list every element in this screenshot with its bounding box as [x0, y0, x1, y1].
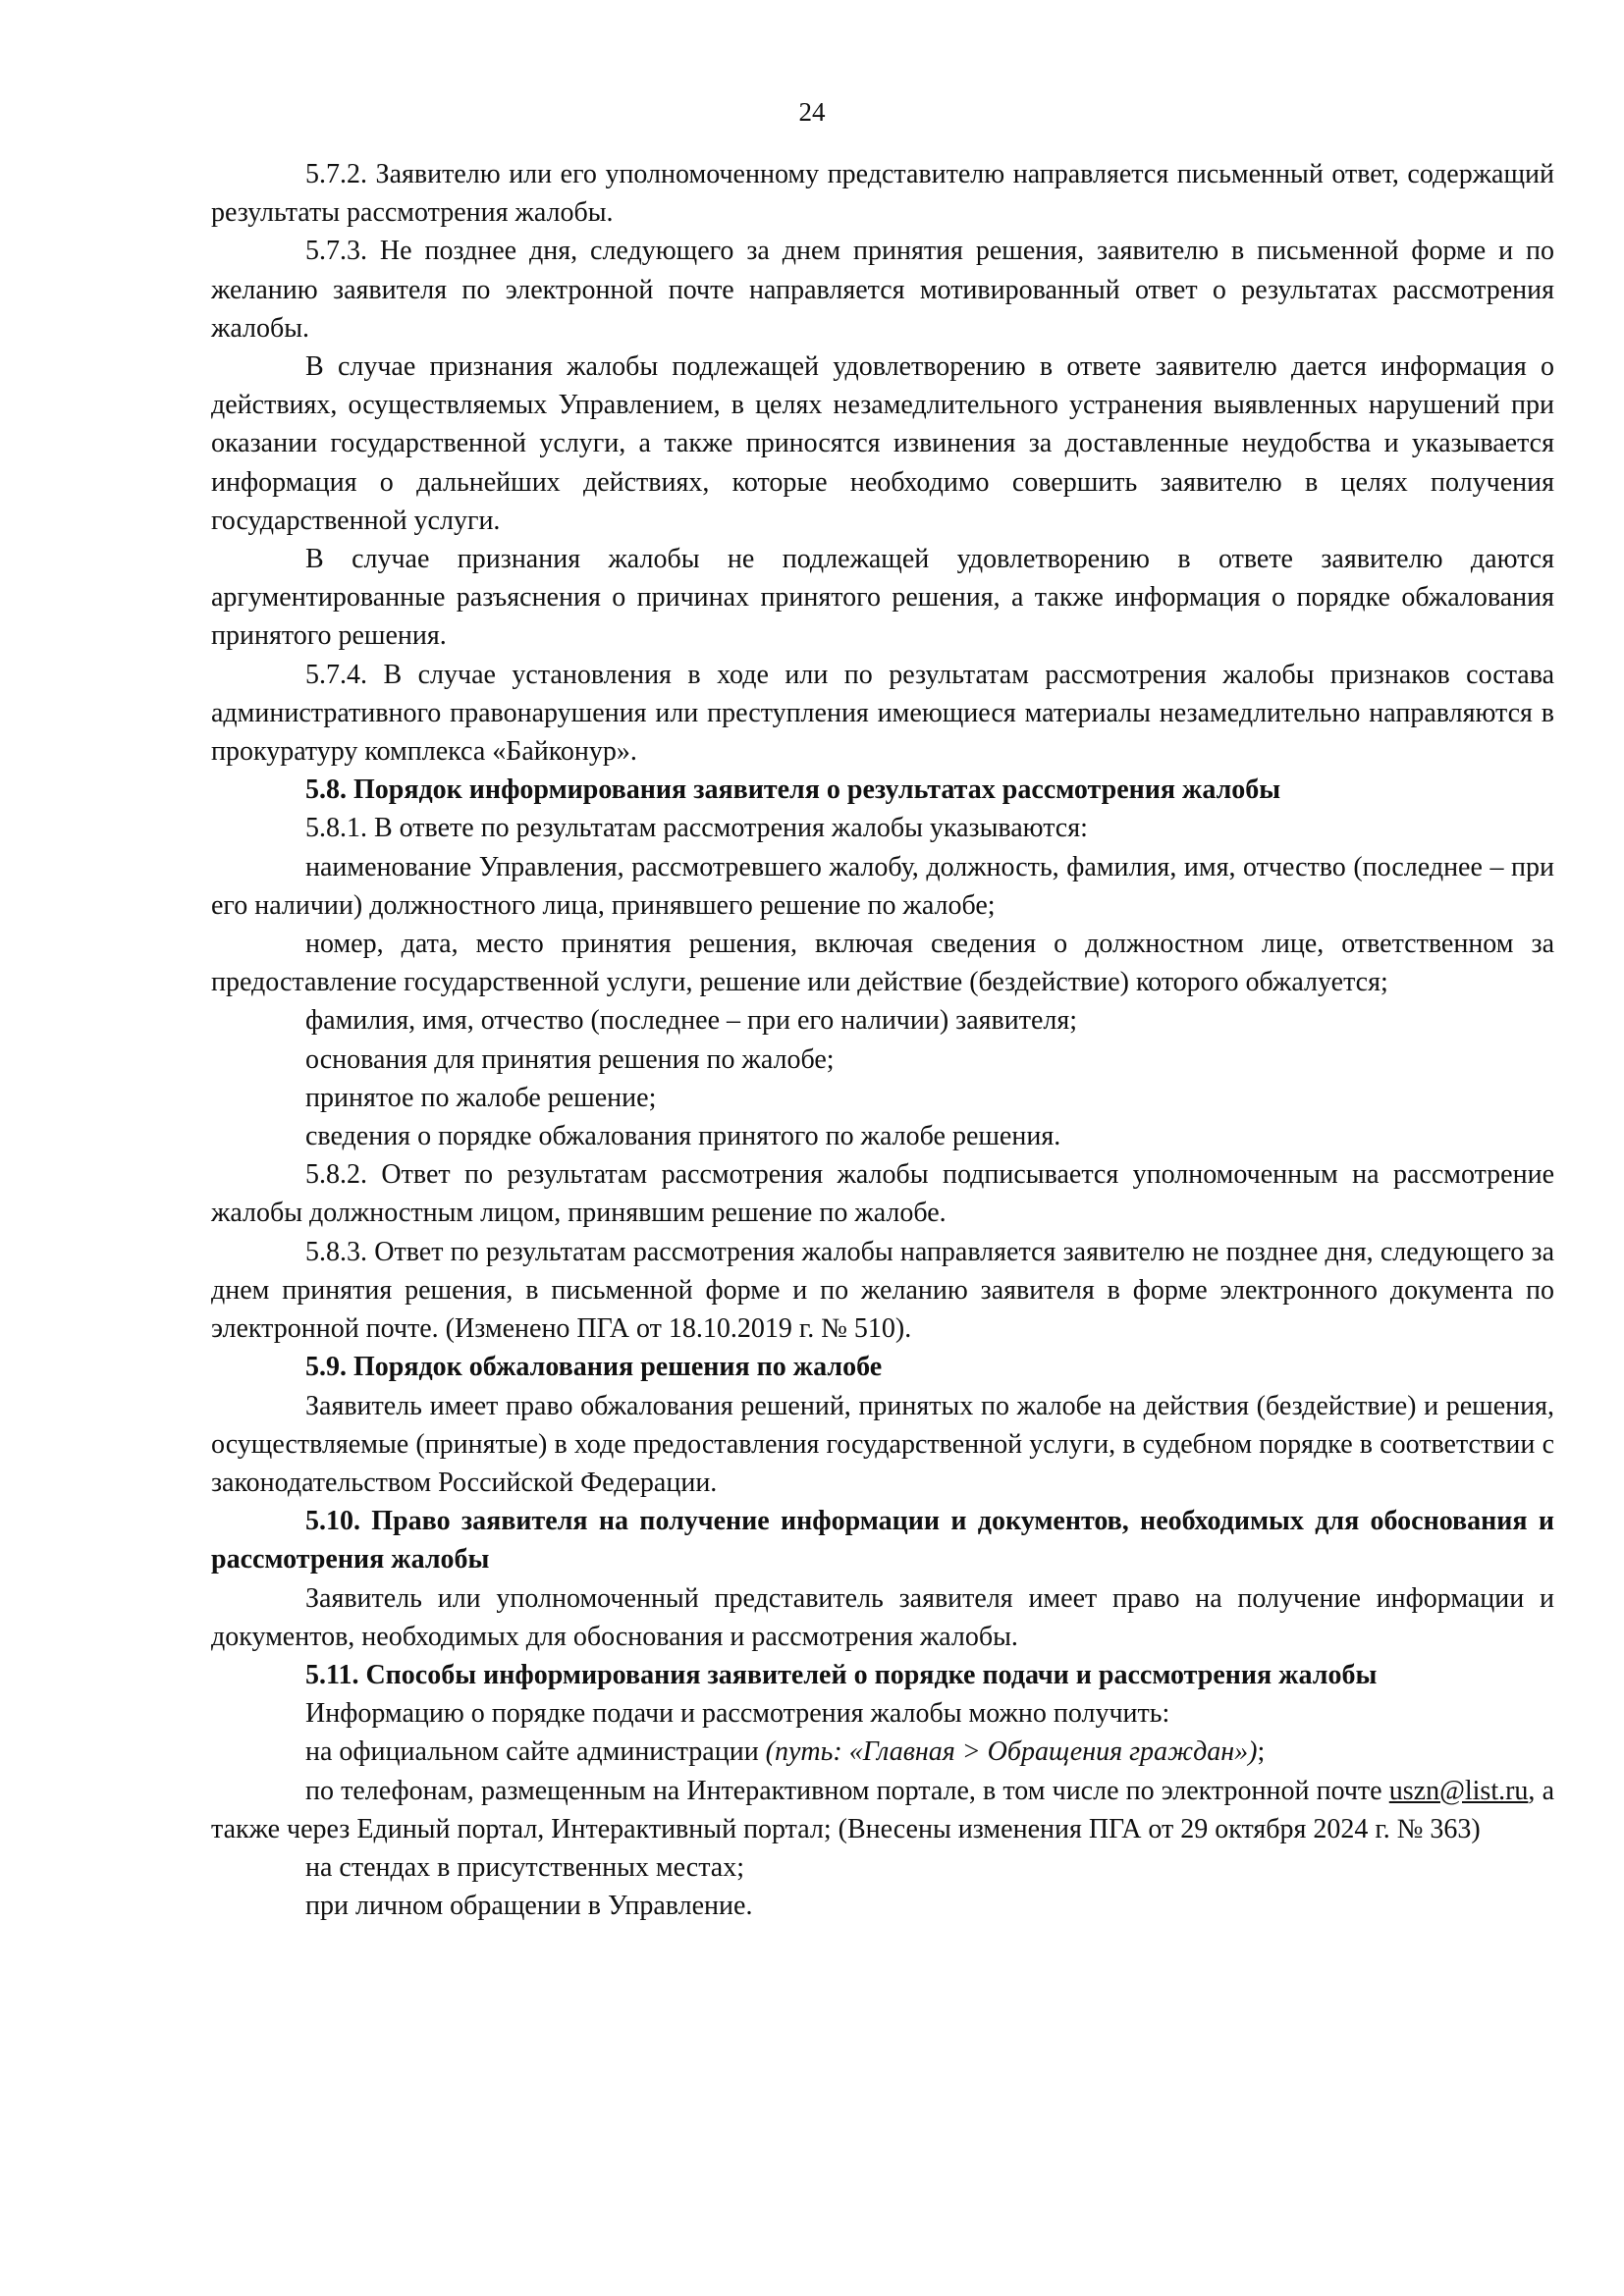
- section-heading-5-8: 5.8. Порядок информирования заявителя о результатах рассмотрения жалобы: [305, 774, 1281, 806]
- paragraph-5-11-intro: Информацию о порядке подачи и рассмотрения жалобы можно получить:: [305, 1698, 1170, 1730]
- list-item-personal-visit: при личном обращении в Управление.: [305, 1891, 753, 1922]
- website-path: (путь: «Главная > Обращения граждан»): [765, 1736, 1258, 1768]
- website-text: на официальном сайте администрации: [305, 1736, 766, 1768]
- paragraph-5-7-2: 5.7.2. Заявителю или его уполномоченному представителю направляется письменный ответ, содержащий результаты рассмотрения жалобы.: [211, 159, 1554, 229]
- section-heading-5-10: 5.10. Право заявителя на получение информации и документов, необходимых для обоснования и рассмотрения жалобы: [211, 1506, 1554, 1575]
- email-link[interactable]: uszn@list.ru: [1388, 1775, 1529, 1806]
- list-item-number: номер, дата, место принятия решения, включая сведения о должностном лице, ответственном за предоставление государственной услуги, решение или действие (бездействие) которого обжалуется;: [211, 929, 1554, 998]
- paragraph-5-9: Заявитель имеет право обжалования решений, принятых по жалобе на действия (бездействие) и решения, осуществляемые (принятые) в ходе предоставления государственной услуги, в судебном порядке в соответствии с законодательством Российской Федерации.: [211, 1390, 1554, 1498]
- list-item-website: [211, 1733, 1554, 1771]
- list-item-phones: [211, 1772, 1554, 1848]
- paragraph-5-8-3: 5.8.3. Ответ по результатам рассмотрения жалобы направляется заявителю не позднее дня, следующего за днем принятия решения, в письменной форме и по желанию заявителя в форме электронного документа по электронной почте. (Изменено ПГА от 18.10.2019 г. № 510).: [211, 1236, 1554, 1345]
- list-item-stands: на стендах в присутственных местах;: [305, 1851, 744, 1883]
- paragraph-5-7-4: 5.7.4. В случае установления в ходе или по результатам рассмотрения жалобы признаков состава административного правонарушения или преступления имеющиеся материалы незамедлительно направляются в прокуратуру комплекса «Байконур».: [211, 659, 1554, 768]
- paragraph-5-8-1: 5.8.1. В ответе по результатам рассмотрения жалобы указываются:: [305, 813, 1088, 844]
- paragraph-complaint-rejected: В случае признания жалобы не подлежащей удовлетворению в ответе заявителю даются аргументированные разъяснения о причинах принятого решения, а также информация о порядке обжалования принятого решения.: [211, 544, 1554, 652]
- list-item-appeal: сведения о порядке обжалования принятого по жалобе решения.: [305, 1121, 1061, 1152]
- paragraph-complaint-satisfied: В случае признания жалобы подлежащей удовлетворению в ответе заявителю дается информация о действиях, осуществляемых Управлением, в целях незамедлительного устранения выявленных нарушений при оказании государственной услуги, а также приносятся извинения за доставленные неудобства и указывается информация о дальнейших действиях, которые необходимо совершить заявителю в целях получения государственной услуги.: [211, 351, 1554, 536]
- section-heading-5-9: 5.9. Порядок обжалования решения по жалобе: [305, 1352, 883, 1383]
- paragraph-5-7-3: 5.7.3. Не позднее дня, следующего за днем принятия решения, заявителю в письменной форме и по желанию заявителя по электронной почте направляется мотивированный ответ о результатах рассмотрения жалобы.: [211, 236, 1554, 344]
- paragraph-5-10: Заявитель или уполномоченный представитель заявителя имеет право на получение информации и документов, необходимых для обоснования и рассмотрения жалобы.: [211, 1582, 1554, 1652]
- website-tail: ;: [1257, 1736, 1266, 1768]
- document-body: [211, 155, 1554, 1925]
- list-item-grounds: основания для принятия решения по жалобе;: [305, 1043, 835, 1075]
- paragraph-5-8-2: 5.8.2. Ответ по результатам рассмотрения жалобы подписывается уполномоченным на рассмотрение жалобы должностным лицом, принявшим решение по жалобе.: [211, 1159, 1554, 1229]
- phones-text: по телефонам, размещенным на Интерактивном портале, в том числе по электронной почте: [305, 1775, 1389, 1806]
- list-item-name: наименование Управления, рассмотревшего жалобу, должность, фамилия, имя, отчество (последнее – при его наличии) должностного лица, принявшего решение по жалобе;: [211, 851, 1554, 921]
- page-number: 24: [798, 97, 826, 127]
- phones-tail: , а также через Единый портал, Интерактивный портал; (Внесены изменения ПГА от 29 октября 2024 г. № 363): [211, 1775, 1554, 1844]
- list-item-decision: принятое по жалобе решение;: [305, 1082, 657, 1113]
- list-item-applicant: фамилия, имя, отчество (последнее – при его наличии) заявителя;: [305, 1005, 1078, 1037]
- section-heading-5-11: 5.11. Способы информирования заявителей о порядке подачи и рассмотрения жалобы: [305, 1659, 1378, 1690]
